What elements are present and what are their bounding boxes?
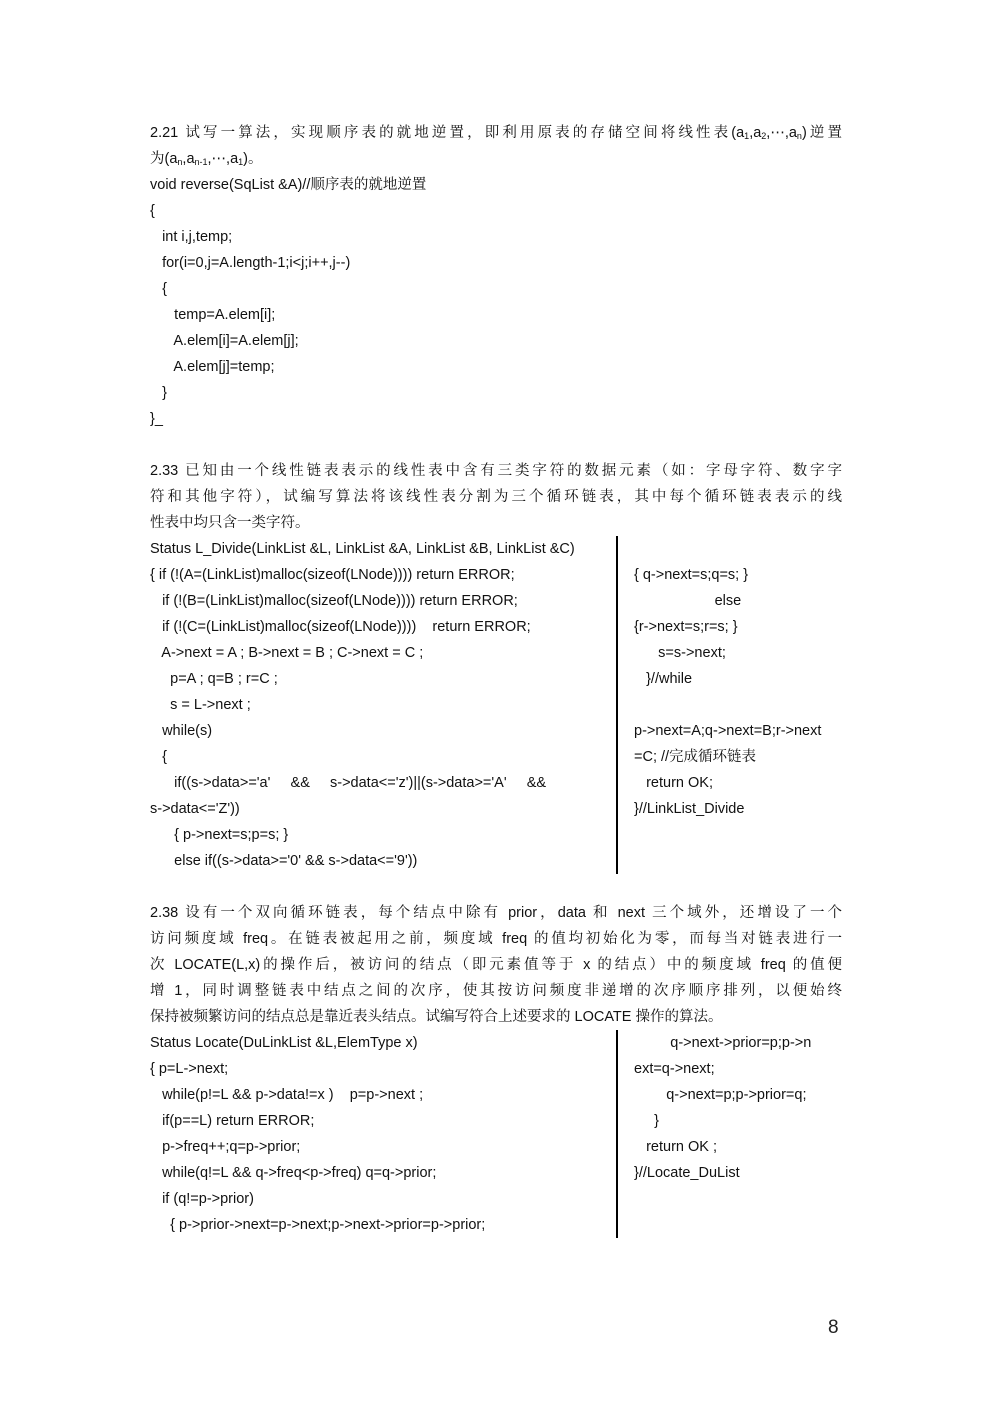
code-line: temp=A.elem[i]; xyxy=(150,307,276,323)
statement-line: 2.21 试写一算法，实现顺序表的就地逆置，即利用原表的存储空间将线性表$(a_1,a_2,\cdots,a_n)$逆置 xyxy=(150,125,842,141)
code-line: if((s->data>='a' && s->data<='z')||(s->data>='A' && xyxy=(150,775,547,791)
code-line: =C; //完成循环链表 xyxy=(634,749,757,765)
code-line: if(p==L) return ERROR; xyxy=(150,1113,315,1129)
code-line: s=s->next; xyxy=(634,645,726,661)
code-line: Status Locate(DuLinkList &L,ElemType x) xyxy=(150,1035,418,1051)
problem-2-21-statement xyxy=(150,120,842,172)
code-line: q->next=p;p->prior=q; xyxy=(634,1087,807,1103)
code-line: { xyxy=(150,749,167,765)
code-line: { if (!(A=(LinkList)malloc(sizeof(LNode)))) return ERROR; xyxy=(150,567,515,583)
code-line: ext=q->next; xyxy=(634,1061,715,1077)
code-line: s->data<='Z')) xyxy=(150,801,240,817)
statement-line: 2.38 设有一个双向循环链表，每个结点中除有 prior，data 和 next 三个域外，还增设了一个 xyxy=(150,905,842,921)
code-line: { p->prior->next=p->next;p->next->prior=p->prior; xyxy=(150,1217,486,1233)
code-line: { p=L->next; xyxy=(150,1061,229,1077)
code-line: p->freq++;q=p->prior; xyxy=(150,1139,301,1155)
code-line: A->next = A ; B->next = B ; C->next = C ; xyxy=(150,645,424,661)
statement-line: 为$(a_n,a_{n-1},\cdots,a_1)$。 xyxy=(150,151,263,167)
code-line: {r->next=s;r=s; } xyxy=(634,619,738,635)
statement-line: 访问频度域 freq。在链表被起用之前，频度域 freq 的值均初始化为零，而每当对链表进行一 xyxy=(150,931,842,947)
problem-2-33-statement xyxy=(150,458,842,536)
code-line: { q->next=s;q=s; } xyxy=(634,567,749,583)
code-line: else if((s->data>='0' && s->data<='9')) xyxy=(150,853,418,869)
code-line: while(q!=L && q->freq<p->freq) q=q->prior; xyxy=(150,1165,437,1181)
code-line: }//LinkList_Divide xyxy=(634,801,745,817)
code-line: }//Locate_DuList xyxy=(634,1165,740,1181)
code-line: } xyxy=(150,385,167,401)
code-line: A.elem[j]=temp; xyxy=(150,359,275,375)
code-line: int i,j,temp; xyxy=(150,229,233,245)
code-line: else xyxy=(634,593,742,609)
code-line: A.elem[i]=A.elem[j]; xyxy=(150,333,299,349)
statement-line: 符和其他字符），试编写算法将该线性表分割为三个循环链表，其中每个循环链表表示的线 xyxy=(150,489,842,505)
code-line: } xyxy=(634,1113,659,1129)
statement-line: 增 1，同时调整链表中结点之间的次序，使其按访问频度非递增的次序顺序排列，以便始终 xyxy=(150,983,842,999)
code-line: if (q!=p->prior) xyxy=(150,1191,254,1207)
code-line: p=A ; q=B ; r=C ; xyxy=(150,671,278,687)
problem-2-38-statement xyxy=(150,900,842,1030)
code-line: { xyxy=(150,281,167,297)
code-line: void reverse(SqList &A)//顺序表的就地逆置 xyxy=(150,177,427,193)
column-divider xyxy=(616,536,618,874)
code-line: while(p!=L && p->data!=x ) p=p->next ; xyxy=(150,1087,424,1103)
code-line: }//while xyxy=(634,671,693,687)
code-line: while(s) xyxy=(150,723,213,739)
code-line: if (!(B=(LinkList)malloc(sizeof(LNode)))) return ERROR; xyxy=(150,593,518,609)
statement-line: 次 LOCATE(L,x)的操作后，被访问的结点（即元素值等于 x 的结点）中的频度域 freq 的值便 xyxy=(150,957,842,973)
code-line: Status L_Divide(LinkList &L, LinkList &A, LinkList &B, LinkList &C) xyxy=(150,541,575,557)
code-line: q->next->prior=p;p->n xyxy=(634,1035,812,1051)
code-line: { xyxy=(150,203,155,219)
code-line: for(i=0,j=A.length-1;i<j;i++,j--) xyxy=(150,255,351,271)
statement-line: 性表中均只含一类字符。 xyxy=(150,515,310,531)
code-line: }_ xyxy=(150,411,163,427)
code-line: return OK; xyxy=(634,775,713,791)
statement-line: 2.33 已知由一个线性链表表示的线性表中含有三类字符的数据元素（如：字母字符、数字字 xyxy=(150,463,842,479)
page-number: 8 xyxy=(828,1317,839,1338)
code-line: s = L->next ; xyxy=(150,697,251,713)
code-line: p->next=A;q->next=B;r->next xyxy=(634,723,822,739)
code-line: { p->next=s;p=s; } xyxy=(150,827,289,843)
code-line: if (!(C=(LinkList)malloc(sizeof(LNode)))) return ERROR; xyxy=(150,619,531,635)
statement-line: 保持被频繁访问的结点总是靠近表头结点。试编写符合上述要求的 LOCATE 操作的算法。 xyxy=(150,1009,723,1025)
column-divider xyxy=(616,1030,618,1238)
code-line: return OK ; xyxy=(634,1139,717,1155)
